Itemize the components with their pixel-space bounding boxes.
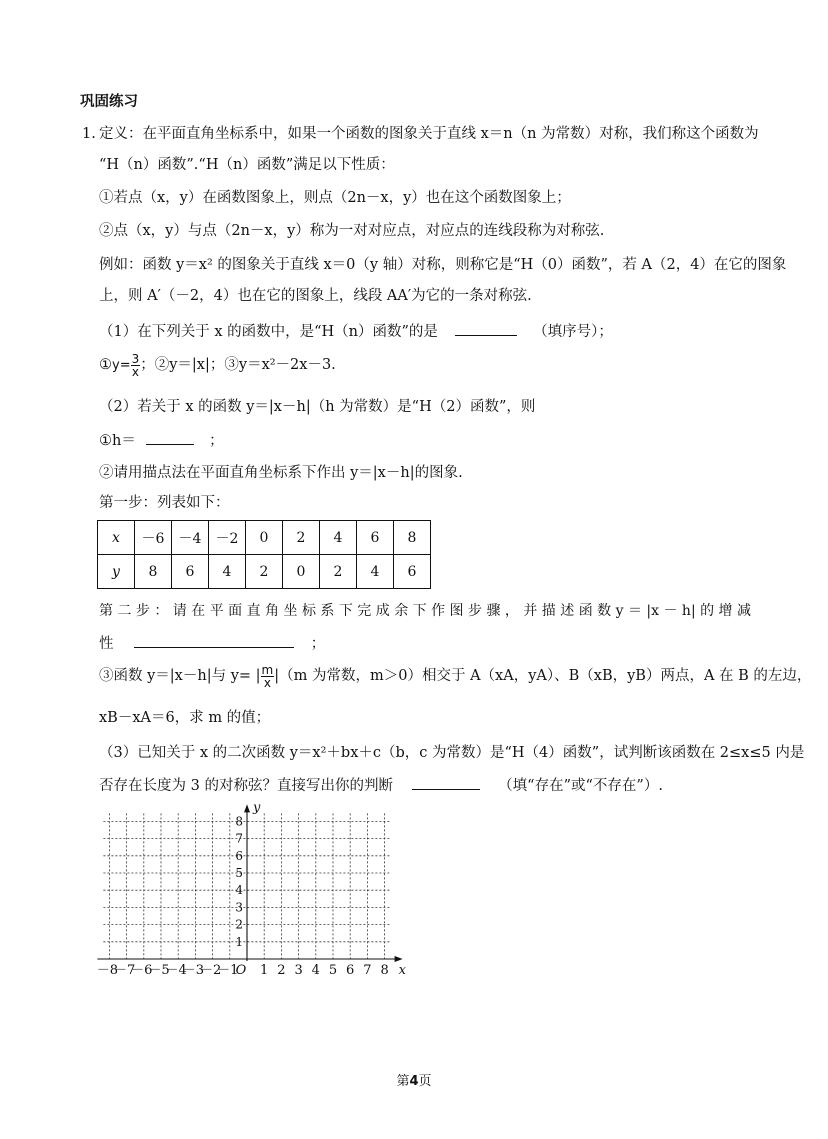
x-tick-label: 2 bbox=[277, 963, 286, 978]
y-axis-label: y bbox=[253, 800, 261, 816]
fraction-3-over-x: $\frac{3}{x}$ bbox=[131, 351, 140, 379]
table-cell: －2 bbox=[209, 521, 246, 555]
answer-blank-q3[interactable] bbox=[412, 775, 480, 790]
section-title: 巩固练习 bbox=[80, 94, 138, 110]
definition-line-2: “H（n）函数”.“H（n）函数”满足以下性质： bbox=[99, 157, 395, 173]
question-2c-line-2: xB－xA＝6，求 m 的值； bbox=[99, 710, 271, 726]
x-tick-label: 5 bbox=[328, 963, 338, 978]
property-1: ①若点（x，y）在函数图象上，则点（2n－x，y）也在这个函数图象上； bbox=[99, 190, 571, 206]
coordinate-grid bbox=[92, 796, 422, 986]
step-2-line-2: 性 ； bbox=[99, 633, 325, 654]
y-tick-label: 5 bbox=[235, 866, 243, 880]
question-2a: ①h＝ ； bbox=[99, 430, 224, 451]
x-tick-label: －3 bbox=[182, 963, 205, 978]
example-line-2: 上，则 A′（－2，4）也在它的图象上，线段 AA′为它的一条对称弦. bbox=[99, 288, 532, 304]
y-tick-label: 2 bbox=[235, 917, 243, 932]
origin-label: O bbox=[235, 963, 247, 978]
y-tick-label: 1 bbox=[235, 934, 243, 949]
x-tick-label: －6 bbox=[131, 963, 153, 978]
table-cell: 8 bbox=[135, 555, 172, 589]
x-tick-label: －7 bbox=[113, 963, 136, 978]
table-cell: x bbox=[98, 521, 135, 555]
table-cell: 4 bbox=[320, 521, 357, 555]
table-cell: 2 bbox=[246, 555, 283, 589]
table-cell: 6 bbox=[172, 555, 209, 589]
question-2b: ②请用描点法在平面直角坐标系下作出 y＝|x－h|的图象. bbox=[99, 465, 463, 481]
y-tick-label: 6 bbox=[235, 848, 243, 863]
table-cell: 2 bbox=[283, 521, 320, 555]
property-2: ②点（x，y）与点（2n－x，y）称为一对对应点，对应点的连线段称为对称弦. bbox=[99, 223, 605, 239]
x-axis-arrow bbox=[395, 956, 403, 962]
x-tick-label: 1 bbox=[260, 963, 269, 978]
answer-blank-monotonicity[interactable] bbox=[134, 633, 294, 648]
step-2-line-1: 第 二 步 ： 请 在 平 面 直 角 坐 标 系 下 完 成 余 下 作 图 步 骤 ， 并 描 述 函 数 y ＝ |x － h| 的 增 减 bbox=[99, 603, 752, 619]
x-tick-label: 6 bbox=[346, 963, 355, 978]
step-1: 第一步：列表如下： bbox=[99, 495, 230, 511]
x-tick-label: 3 bbox=[294, 963, 303, 978]
value-table bbox=[97, 520, 431, 589]
table-cell: 0 bbox=[246, 521, 283, 555]
example-line-1: 例如：函数 y＝x² 的图象关于直线 x＝0（y 轴）对称，则称它是“H（0）函数”，若 A（2，4）在它的图象 bbox=[99, 257, 787, 273]
fraction-m-over-x: $\frac{m}{x}$ bbox=[261, 662, 274, 690]
table-cell: 6 bbox=[357, 521, 394, 555]
answer-blank-h[interactable] bbox=[146, 430, 194, 445]
question-3-line-2: 否存在长度为 3 的对称弦？直接写出你的判断 （填“存在”或“不存在”）. bbox=[99, 775, 663, 796]
x-tick-label: －5 bbox=[148, 963, 170, 978]
x-tick-label: 7 bbox=[363, 963, 372, 978]
table-cell: 4 bbox=[357, 555, 394, 589]
y-tick-label: 4 bbox=[235, 883, 243, 898]
table-cell: －4 bbox=[172, 521, 209, 555]
page-footer: 第4页 bbox=[396, 1074, 432, 1089]
table-cell: y bbox=[98, 555, 135, 589]
question-3-line-1: （3）已知关于 x 的二次函数 y＝x²＋bx＋c（b，c 为常数）是“H（4）函数”，试判断该函数在 2≤x≤5 内是 bbox=[99, 745, 805, 761]
question-1: （1）在下列关于 x 的函数中，是“H（n）函数”的是 （填序号）； bbox=[99, 321, 613, 342]
x-tick-label: 4 bbox=[311, 963, 320, 978]
table-row bbox=[98, 521, 431, 555]
question-2: （2）若关于 x 的函数 y＝|x－h|（h 为常数）是“H（2）函数”，则 bbox=[99, 399, 536, 415]
x-tick-label: －2 bbox=[199, 963, 222, 978]
table-cell: 8 bbox=[394, 521, 431, 555]
table-cell: 2 bbox=[320, 555, 357, 589]
y-tick-label: 3 bbox=[235, 900, 243, 915]
x-tick-label: 8 bbox=[380, 963, 389, 978]
x-tick-label: －4 bbox=[165, 963, 187, 978]
table-cell: －6 bbox=[135, 521, 172, 555]
table-row bbox=[98, 555, 431, 589]
table-cell: 0 bbox=[283, 555, 320, 589]
definition-line-1: 定义：在平面直角坐标系中，如果一个函数的图象关于直线 x＝n（n 为常数）对称，我们称这个函数为 bbox=[99, 126, 759, 142]
question-1-options: ①y= $\frac{3}{x}$ ；②y＝|x|；③y＝x²－2x－3. bbox=[99, 351, 336, 379]
problem-number: 1. bbox=[82, 126, 96, 142]
y-tick-label: 7 bbox=[235, 831, 243, 846]
answer-blank-q1[interactable] bbox=[455, 321, 517, 336]
table-cell: 6 bbox=[394, 555, 431, 589]
question-2c: ③函数 y＝|x－h|与 y= | $\frac{m}{x}$ |（m 为常数，m＞0）相交于 A（xA，yA）、B（xB，yB）两点，A 在 B 的左边， bbox=[99, 662, 812, 690]
x-tick-label: －8 bbox=[96, 963, 119, 978]
table-cell: 4 bbox=[209, 555, 246, 589]
x-axis-label: x bbox=[398, 963, 406, 978]
x-tick-label: －1 bbox=[217, 963, 239, 978]
y-tick-label: 8 bbox=[235, 814, 243, 829]
y-axis-arrow bbox=[244, 804, 250, 812]
